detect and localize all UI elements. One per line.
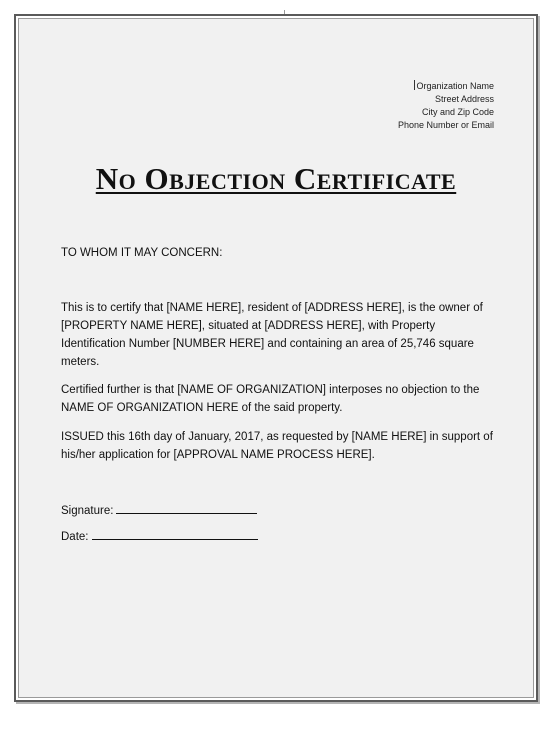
- date-field: [61, 530, 258, 543]
- organization-address-block: [398, 80, 494, 132]
- certificate-title: No Objection Certificate: [95, 161, 457, 196]
- street-address: Street Address: [434, 94, 494, 104]
- date-line: [92, 530, 258, 540]
- certification-paragraph: This is to certify that [NAME HERE], resident of [ADDRESS HERE], is the owner of [PROPERTY NAME HERE], situated at [ADDRESS HERE], with Property Identification Number [NUMBER HERE] and containing an area of 25,746 square meters.: [61, 302, 483, 368]
- organization-name-line: [398, 80, 494, 93]
- issued-paragraph: ISSUED this 16th day of January, 2017, as requested by [NAME HERE] in support of his/her application for [APPROVAL NAME PROCESS HERE].: [61, 431, 493, 461]
- contact-info: Phone Number or Email: [397, 120, 494, 130]
- certificate-page: [18, 18, 534, 698]
- signature-line: [116, 504, 257, 514]
- no-objection-paragraph: Certified further is that [NAME OF ORGANIZATION] interposes no objection to the NAME OF ORGANIZATION HERE of the said property.: [61, 384, 480, 414]
- certificate-border: [14, 14, 538, 702]
- date-label: Date:: [61, 531, 89, 543]
- signature-field: [61, 504, 257, 517]
- city-zip: City and Zip Code: [421, 107, 494, 117]
- signature-label: Signature:: [61, 505, 114, 517]
- organization-name: Organization Name: [416, 81, 494, 91]
- salutation: TO WHOM IT MAY CONCERN:: [61, 247, 223, 259]
